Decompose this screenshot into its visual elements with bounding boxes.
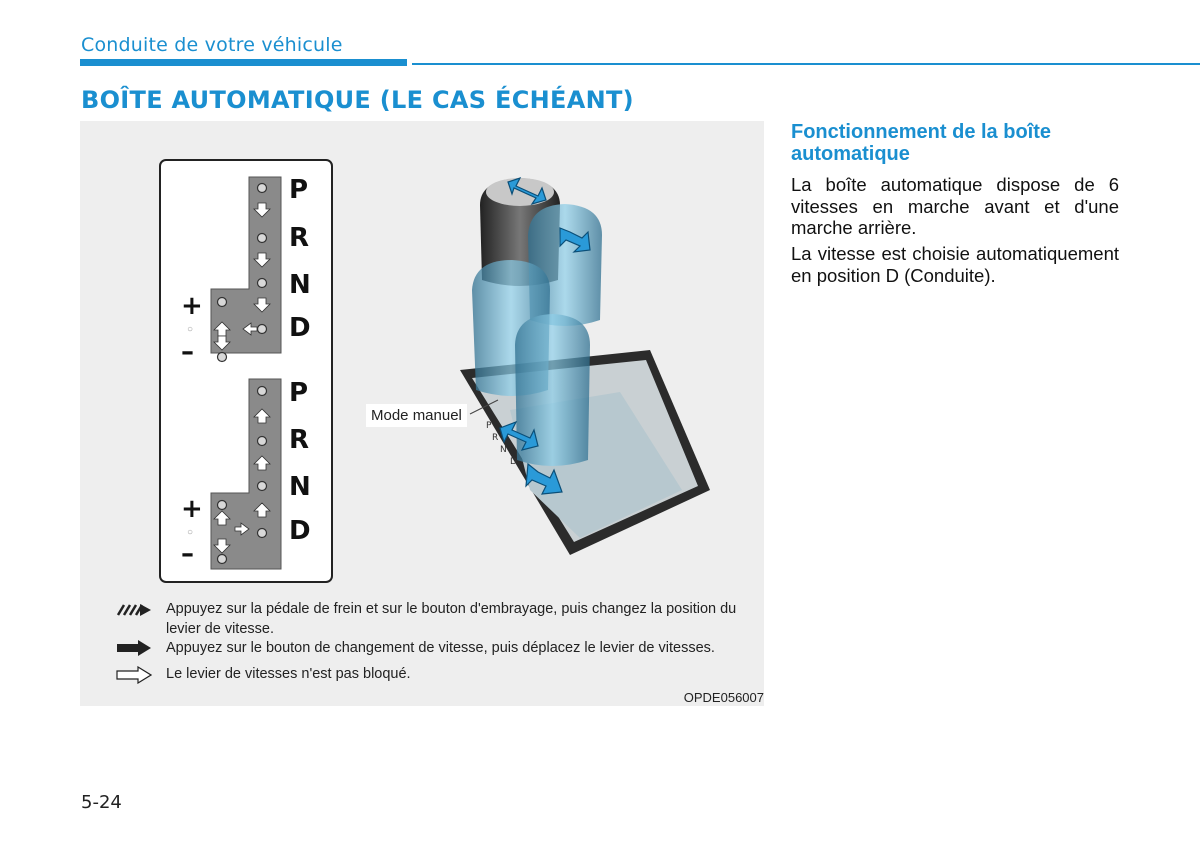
page-number: 5-24 bbox=[81, 792, 122, 813]
header-rule-thick bbox=[80, 59, 407, 66]
gate-letter-d: D bbox=[289, 313, 311, 343]
header-rule-thin bbox=[412, 63, 1200, 65]
gate-minus: – bbox=[181, 337, 194, 367]
main-heading: BOÎTE AUTOMATIQUE (LE CAS ÉCHÉANT) bbox=[81, 86, 634, 114]
gate-plus: + bbox=[181, 494, 203, 524]
gate-plus: + bbox=[181, 291, 203, 321]
mode-label: Mode manuel bbox=[366, 404, 467, 427]
gate-letter-n: N bbox=[289, 472, 311, 502]
shift-gate-panel bbox=[159, 159, 333, 583]
shifter-illustration bbox=[420, 160, 730, 580]
gate-minus: – bbox=[181, 539, 194, 569]
hatched-arrow-icon bbox=[116, 603, 152, 617]
solid-arrow-icon bbox=[116, 640, 152, 656]
legend-text: Appuyez sur le bouton de changement de vitesse, puis déplacez le levier de vitesses. bbox=[166, 640, 715, 656]
paragraph: La vitesse est choisie automatiquement en position D (Conduite). bbox=[791, 243, 1119, 286]
shifter-letter-n: N bbox=[500, 445, 507, 455]
gate-letter-p: P bbox=[289, 175, 309, 205]
shifter-letter-d: D bbox=[510, 457, 517, 467]
paragraph: La boîte automatique dispose de 6 vitesses en marche avant et d'une marche arrière. bbox=[791, 174, 1119, 238]
section-title: Conduite de votre véhicule bbox=[81, 34, 343, 56]
gate-letter-n: N bbox=[289, 270, 311, 300]
figure-code: OPDE056007 bbox=[683, 690, 764, 705]
gate-letter-r: R bbox=[289, 425, 310, 455]
gate-neutral-mark: ○ bbox=[187, 324, 194, 335]
outline-arrow-icon bbox=[116, 666, 152, 684]
subheading: Fonctionnement de la boîte automatique bbox=[791, 121, 1052, 165]
gate-letter-d: D bbox=[289, 516, 311, 546]
gate-letter-r: R bbox=[289, 223, 310, 253]
legend-text: Appuyez sur la pédale de frein et sur le bouton d'embrayage, puis changez la position du levier de vitesse. bbox=[166, 601, 737, 637]
shifter-letter-p: P bbox=[486, 421, 492, 431]
gate-neutral-mark: ○ bbox=[187, 527, 194, 538]
legend-text: Le levier de vitesses n'est pas bloqué. bbox=[166, 666, 411, 682]
shifter-letter-r: R bbox=[492, 433, 499, 443]
gate-letter-p: P bbox=[289, 378, 309, 408]
